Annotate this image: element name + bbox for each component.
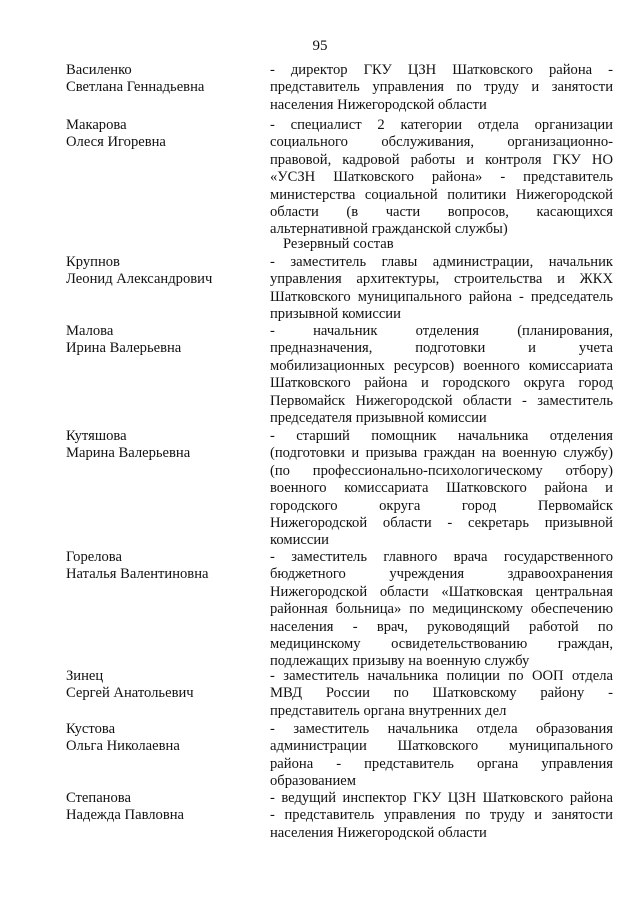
member-surname: Крупнов	[66, 254, 120, 270]
position-line: населения - врач, руководящий работой по	[270, 618, 613, 635]
member-name	[66, 428, 256, 463]
position-line: администрации Шатковского муниципального	[270, 738, 613, 755]
position-line: председателя призывной комиссии	[270, 409, 487, 426]
position-line: - заместитель начальника полиции по ООП отдела	[270, 668, 613, 684]
position-line: МВД России по Шатковскому району -	[270, 685, 613, 702]
member-position	[270, 323, 613, 427]
position-line: Шатковского района и городского округа город	[270, 375, 613, 392]
member-surname: Кустова	[66, 721, 116, 737]
position-line: социального обслуживания, организационно-	[270, 134, 613, 151]
member-name	[66, 62, 256, 97]
member-given-names: Олеся Игоревна	[66, 134, 166, 151]
position-line: - старший помощник начальника отделения	[270, 428, 613, 444]
member-position	[270, 254, 613, 324]
member-position	[270, 790, 613, 842]
position-line: управления архитектуры, строительства и ЖКХ	[270, 271, 613, 288]
member-name	[66, 117, 256, 152]
position-line: правовой, кадровой работы и контроля ГКУ НО	[270, 151, 613, 168]
member-surname: Малова	[66, 323, 114, 339]
position-line: района - представитель органа управления	[270, 755, 613, 772]
member-given-names: Наталья Валентиновна	[66, 566, 209, 583]
member-given-names: Надежда Павловна	[66, 807, 185, 824]
position-line: - представитель управления по труду и занятости	[270, 807, 613, 824]
member-given-names: Марина Валерьевна	[66, 445, 191, 462]
member-given-names: Светлана Геннадьевна	[66, 79, 205, 96]
position-line: - начальник отделения (планирования,	[270, 323, 613, 339]
member-name	[66, 721, 256, 756]
member-given-names: Леонид Александрович	[66, 271, 213, 288]
reserve-heading: Резервный состав	[283, 236, 394, 252]
member-name	[66, 254, 256, 289]
position-line: бюджетного учреждения здравоохранения	[270, 566, 613, 583]
position-line: представитель органа внутренних дел	[270, 702, 507, 719]
position-line: комиссии	[270, 532, 329, 549]
position-line: районная больница» по медицинскому обеспечению	[270, 601, 613, 618]
position-line: военного комиссариата Шатковского района и	[270, 480, 613, 497]
member-given-names: Ольга Николаевна	[66, 738, 180, 755]
position-line: мобилизационных ресурсов) военного комиссариата	[270, 357, 613, 374]
position-line: представитель управления по труду и занятости	[270, 79, 613, 96]
position-line: - заместитель главного врача государственного	[270, 549, 613, 565]
position-line: - заместитель главы администрации, начальник	[270, 254, 613, 270]
position-line: - заместитель начальника отдела образования	[270, 721, 613, 737]
position-line: - ведущий инспектор ГКУ ЦЗН Шатковского района	[270, 790, 613, 806]
position-line: министерства социальной политики Нижегородской	[270, 186, 613, 203]
position-line: Нижегородской области «Шатковская центральная	[270, 583, 613, 600]
member-position	[270, 428, 613, 550]
position-line: населения Нижегородской области	[270, 96, 487, 113]
member-name	[66, 323, 256, 358]
position-line: области (в части вопросов, касающихся	[270, 203, 613, 220]
member-position	[270, 117, 613, 239]
member-surname: Зинец	[66, 668, 104, 684]
position-line: предназначения, подготовки и учета	[270, 340, 613, 357]
position-line: «УСЗН Шатковского района» - представитель	[270, 169, 613, 186]
position-line: подлежащих призыву на военную службу	[270, 653, 530, 670]
member-name	[66, 790, 256, 825]
member-surname: Кутяшова	[66, 428, 127, 444]
member-position	[270, 549, 613, 671]
member-position	[270, 668, 613, 720]
position-line: населения Нижегородской области	[270, 824, 487, 841]
position-line: Первомайск Нижегородской области - заместитель	[270, 392, 613, 409]
member-surname: Степанова	[66, 790, 131, 806]
position-line: - директор ГКУ ЦЗН Шатковского района -	[270, 62, 613, 78]
member-given-names: Ирина Валерьевна	[66, 340, 182, 357]
position-line: (по профессионально-психологическому отбору)	[270, 462, 613, 479]
position-line: Шатковского муниципального района - председатель	[270, 288, 613, 305]
position-line: медицинскому освидетельствованию граждан,	[270, 635, 613, 652]
member-surname: Василенко	[66, 62, 132, 78]
member-name	[66, 549, 256, 584]
member-name	[66, 668, 256, 703]
position-line: (подготовки и призыва граждан на военную службу)	[270, 445, 613, 462]
position-line: - специалист 2 категории отдела организации	[270, 117, 613, 133]
member-surname: Горелова	[66, 549, 122, 565]
member-given-names: Сергей Анатольевич	[66, 685, 194, 702]
member-position	[270, 721, 613, 791]
position-line: образованием	[270, 773, 356, 790]
page-number: 95	[312, 38, 328, 54]
member-position	[270, 62, 613, 114]
position-line: Нижегородской области - секретарь призывной	[270, 514, 613, 531]
member-surname: Макарова	[66, 117, 127, 133]
position-line: призывной комиссии	[270, 306, 401, 323]
position-line: городского округа город Первомайск	[270, 497, 613, 514]
position-line: альтернативной гражданской службы)	[270, 221, 508, 238]
